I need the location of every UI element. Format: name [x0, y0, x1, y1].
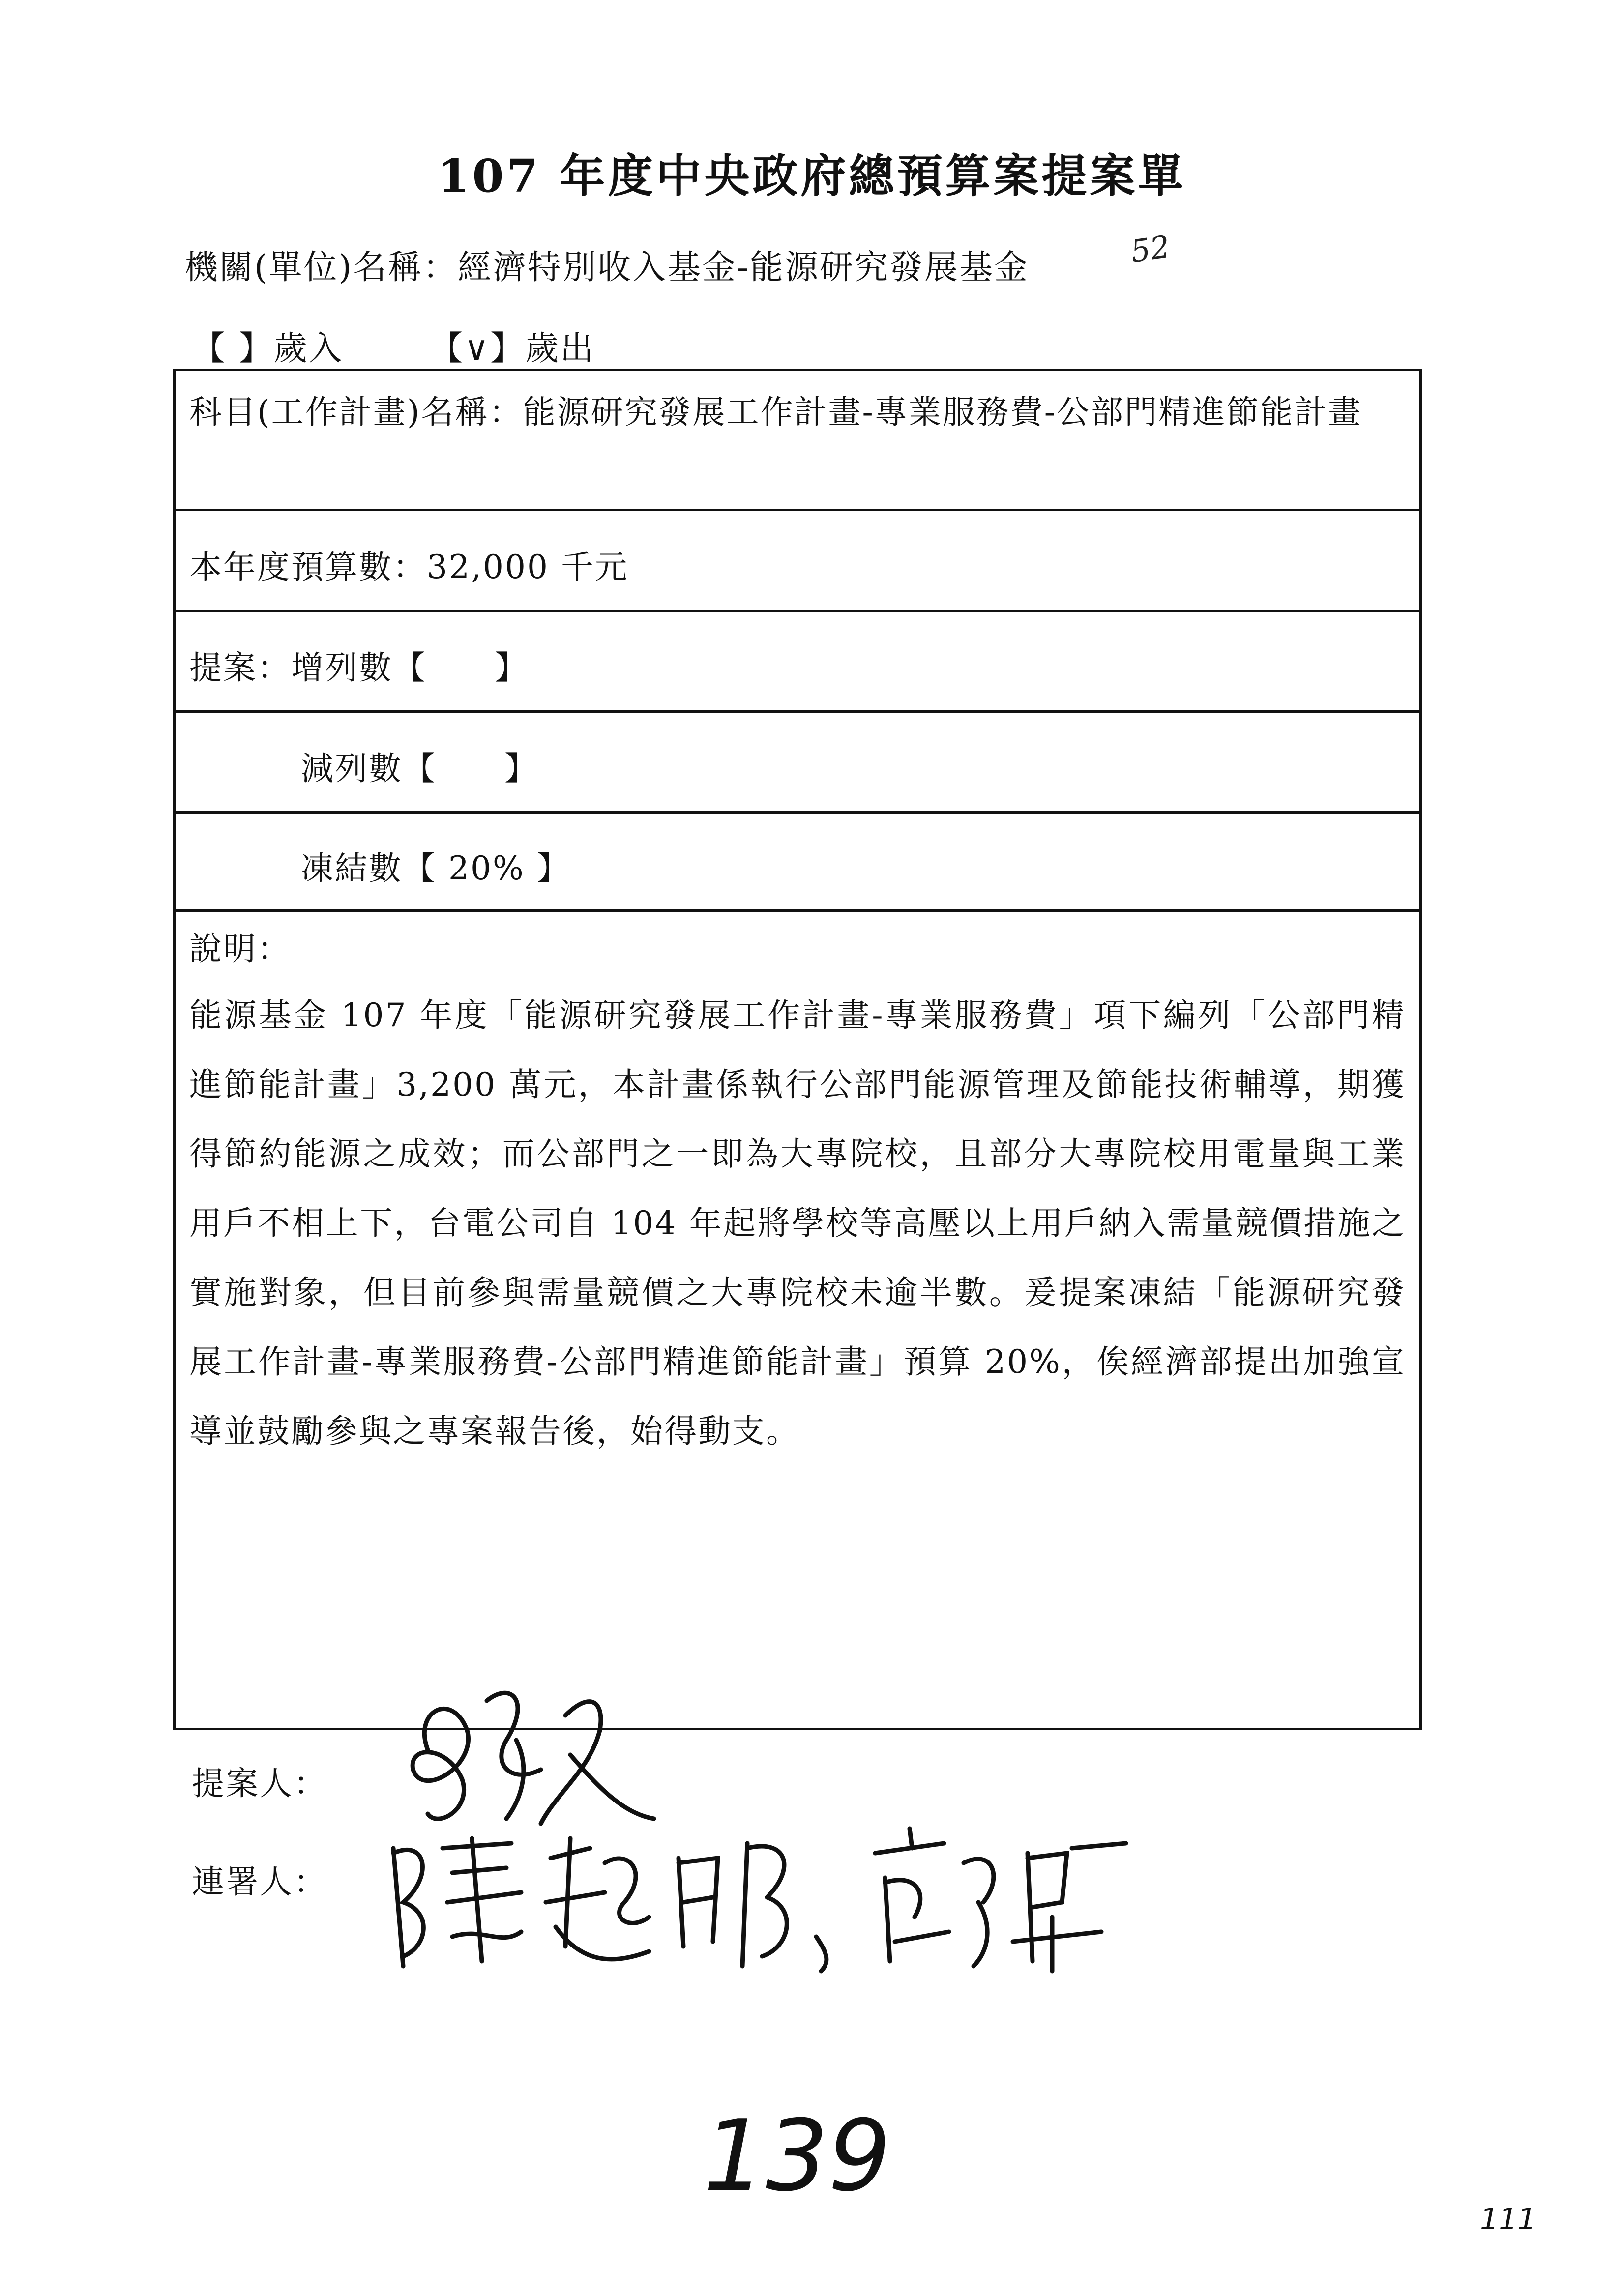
proposer-label: 提案人：	[192, 1765, 327, 1802]
increase-row	[176, 612, 1419, 713]
freeze-row	[176, 814, 1419, 912]
cosigner-label: 連署人：	[192, 1863, 327, 1901]
subject-text: 科目(工作計畫)名稱：能源研究發展工作計畫-專業服務費-公部門精進節能計畫	[189, 393, 1362, 431]
revenue-checkbox: 【 】歲入	[192, 329, 344, 368]
explanation-text: 能源基金 107 年度「能源研究發展工作計畫-專業服務費」項下編列「公部門精進節能計畫」3,200 萬元，本計畫係執行公部門能源管理及節能技術輔導，期獲得節約能源之成效；而公部門之一即為大專院校，且部分大專院校用電量與工業用戶不相上下，台電公司自 104 年起將學校等高壓以上用戶納入需量競價措施之實施對象，但目前參與需量競價之大專院校未逾半數。爰提案凍結「能源研究發展工作計畫-專業服務費-公部門精進節能計畫」預算 20%，俟經濟部提出加強宣導並鼓勵參與之專案報告後，始得動支。	[189, 996, 1406, 1450]
freeze-amount: 凍結數【 20% 】	[301, 849, 571, 887]
proposal-form-table	[173, 369, 1422, 1730]
proposer-signature	[393, 1671, 669, 1833]
margin-note: 52	[1128, 228, 1172, 270]
budget-row	[176, 511, 1419, 612]
subject-row	[176, 371, 1419, 511]
explanation-row	[176, 912, 1419, 1728]
page-title: 107 年度中央政府總預算案提案單	[438, 149, 1186, 203]
cosigner-signature	[374, 1819, 1141, 1981]
decrease-amount: 減列數【 】	[301, 750, 538, 787]
increase-amount: 提案：增列數【 】	[189, 649, 529, 687]
page-number: 139	[703, 2099, 891, 2213]
explanation-label: 說明：	[189, 930, 291, 968]
decrease-row	[176, 713, 1419, 814]
expenditure-checkbox: 【∨】歲出	[429, 329, 595, 368]
budget-amount: 本年度預算數：32,000 千元	[189, 548, 629, 586]
budget-type-row	[192, 322, 669, 370]
agency-name: 機關(單位)名稱：經濟特別收入基金-能源研究發展基金	[184, 248, 1030, 287]
sheet-number: 111	[1480, 2202, 1536, 2237]
